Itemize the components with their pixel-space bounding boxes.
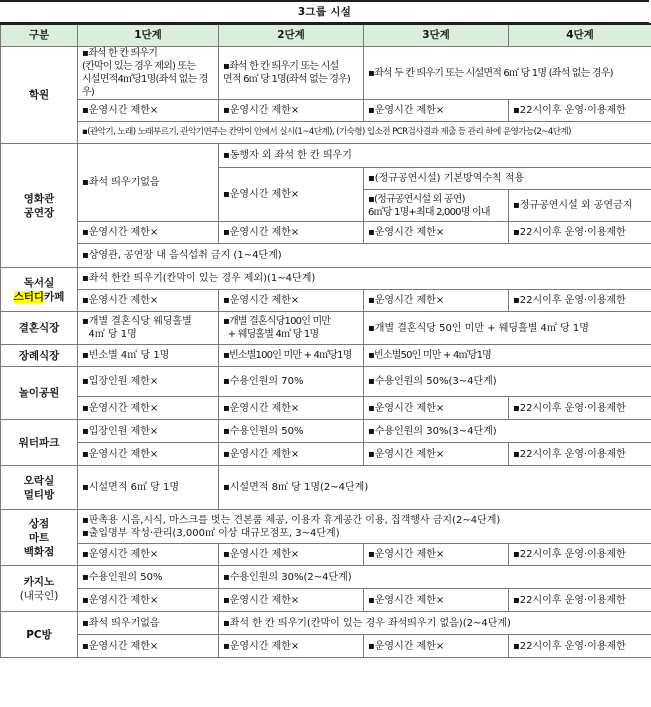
category-reading-highlight: 스터디: [13, 290, 45, 303]
water-op-stage2: ▪운영시간 제한×: [219, 443, 364, 466]
mall-op-stage2: ▪운영시간 제한×: [219, 544, 364, 566]
table-row: [1, 290, 651, 312]
cinema-op-stage3: ▪운영시간 제한×: [364, 222, 509, 244]
wedding-stage34-cell: ▪개별 결혼식당 50인 미만 + 웨딩홀별 4㎡ 당 1명: [364, 312, 651, 345]
water-op-stage4: ▪22시이후 운영·이용제한: [509, 443, 651, 466]
category-reading-line2: 카페: [44, 290, 65, 303]
amusement-op-stage4: ▪22시이후 운영·이용제한: [509, 397, 651, 420]
casino-op-stage3: ▪운영시간 제한×: [364, 589, 509, 612]
reading-op-stage4: ▪22시이후 운영·이용제한: [509, 290, 651, 312]
water-op-stage3: ▪운영시간 제한×: [364, 443, 509, 466]
reading-seat-cell: ▪좌석 한칸 띄우기(칸막이 있는 경우 제외)(1~4단계): [78, 268, 651, 290]
casino-op-stage4: ▪22시이후 운영·이용제한: [509, 589, 651, 612]
arcade-stage1-cell: ▪시설면적 6㎡ 당 1명: [78, 466, 219, 510]
amusement-op-stage2: ▪운영시간 제한×: [219, 397, 364, 420]
mall-rule-2: ▪출입명부 작성·관리(3,000㎡ 이상 대규모점포, 3~4단계): [82, 527, 340, 539]
category-mall: 상점 마트 백화점: [1, 510, 78, 566]
hakwon-op-stage3: ▪운영시간 제한×: [364, 100, 509, 122]
amusement-stage2-cell: ▪수용인원의 70%: [219, 367, 364, 397]
amusement-stage34-cell: ▪수용인원의 50%(3~4단계): [364, 367, 651, 397]
category-wedding: 결혼식장: [1, 312, 78, 345]
table-row: [1, 47, 651, 100]
category-reading-line1: 독서실: [23, 276, 55, 289]
wedding-stage1-cell: ▪개별 결혼식당 웨딩홀별 4㎡ 당 1명: [78, 312, 219, 345]
mall-op-stage1: ▪운영시간 제한×: [78, 544, 219, 566]
pc-stage234-cell: ▪좌석 한 칸 띄우기(칸막이 있는 경우 좌석띄우기 없음)(2~4단계): [219, 612, 651, 635]
category-amusement: 놀이공원: [1, 367, 78, 420]
category-hakwon: 학원: [1, 47, 78, 144]
table-row: [1, 566, 651, 589]
table-row: [1, 244, 651, 268]
category-waterpark: 워터파크: [1, 420, 78, 466]
hakwon-stage34-cell: ▪좌석 두 칸 띄우기 또는 시설면적 6㎡ 당 1명 (좌석 없는 경우): [364, 47, 651, 100]
table-row: [1, 544, 651, 566]
category-arcade: 오락실 멀티방: [1, 466, 78, 510]
amusement-op-stage3: ▪운영시간 제한×: [364, 397, 509, 420]
arcade-stage234-cell: ▪시설면적 8㎡ 당 1명(2~4단계): [219, 466, 651, 510]
cinema-stage34-cell: ▪(정규공연시설) 기본방역수칙 적용: [364, 168, 651, 190]
funeral-stage1-cell: ▪빈소별 4㎡ 당 1명: [78, 345, 219, 367]
table-row: [1, 443, 651, 466]
category-casino: [1, 566, 78, 612]
casino-stage234-cell: ▪수용인원의 30%(2~4단계): [219, 566, 651, 589]
cinema-stage2-op-cell: ▪운영시간 제한×: [219, 168, 364, 222]
hakwon-stage2-cell: ▪좌석 한 칸 띄우기 또는 시설 면적 6㎡ 당 1명(좌석 없는 경우): [219, 47, 364, 100]
amusement-op-stage1: ▪운영시간 제한×: [78, 397, 219, 420]
header-stage-4: 4단계: [509, 24, 651, 47]
hakwon-stage1-cell: ▪좌석 한 칸 띄우기 (칸막이 있는 경우 제외) 또는 시설면적4㎡당1명(좌석 없는 경우): [78, 47, 219, 100]
table-row: [1, 222, 651, 244]
hakwon-op-stage4: ▪22시이후 운영·이용제한: [509, 100, 651, 122]
table-row: [1, 367, 651, 397]
pc-op-stage2: ▪운영시간 제한×: [219, 635, 364, 658]
amusement-stage1-cell: ▪입장인원 제한×: [78, 367, 219, 397]
table-row: [1, 420, 651, 443]
pc-op-stage3: ▪운영시간 제한×: [364, 635, 509, 658]
wedding-stage2-cell: ▪개별 결혼식당100인 미만 + 웨딩홀별 4㎡ 당 1명: [219, 312, 364, 345]
facility-rules-table: [0, 23, 651, 658]
table-row: [1, 635, 651, 658]
pc-op-stage4: ▪22시이후 운영·이용제한: [509, 635, 651, 658]
header-stage-2: 2단계: [219, 24, 364, 47]
header-row: [1, 24, 651, 47]
category-casino-title: 카지노: [23, 575, 55, 588]
reading-op-stage3: ▪운영시간 제한×: [364, 290, 509, 312]
table-row: [1, 144, 651, 168]
casino-op-stage1: ▪운영시간 제한×: [78, 589, 219, 612]
reading-op-stage2: ▪운영시간 제한×: [219, 290, 364, 312]
table-row: [1, 122, 651, 144]
header-category: 구분: [1, 24, 78, 47]
water-op-stage1: ▪운영시간 제한×: [78, 443, 219, 466]
water-stage34-cell: ▪수용인원의 30%(3~4단계): [364, 420, 651, 443]
cinema-stage3-cell: ▪(정규공연시설 외 공연) 6㎡당 1명+최대 2,000명 이내: [364, 190, 509, 222]
header-stage-3: 3단계: [364, 24, 509, 47]
category-funeral: 장례식장: [1, 345, 78, 367]
pc-op-stage1: ▪운영시간 제한×: [78, 635, 219, 658]
funeral-stage2-cell: ▪빈소별100인 미만 + 4㎡당1명: [219, 345, 364, 367]
category-casino-sub: (내국인): [19, 589, 59, 602]
mall-op-stage3: ▪운영시간 제한×: [364, 544, 509, 566]
casino-op-stage2: ▪운영시간 제한×: [219, 589, 364, 612]
cinema-op-stage4: ▪22시이후 운영·이용제한: [509, 222, 651, 244]
table-row: [1, 268, 651, 290]
mall-rule-1: ▪판촉용 시음,시식, 마스크를 벗는 견본품 제공, 이용자 휴게공간 이용, 집객행사 금지(2~4단계): [82, 514, 501, 526]
water-stage2-cell: ▪수용인원의 50%: [219, 420, 364, 443]
hakwon-op-stage2: ▪운영시간 제한×: [219, 100, 364, 122]
hakwon-op-stage1: ▪운영시간 제한×: [78, 100, 219, 122]
table-row: [1, 510, 651, 544]
table-row: [1, 466, 651, 510]
cinema-op-stage1: ▪운영시간 제한×: [78, 222, 219, 244]
table-row: [1, 345, 651, 367]
reading-op-stage1: ▪운영시간 제한×: [78, 290, 219, 312]
table-row: [1, 312, 651, 345]
table-row: [1, 397, 651, 420]
hakwon-note-cell: ▪(관악기, 노래) 노래부르기, 관악기연주는 칸막이 안에서 실시(1~4단계), (기숙형) 입소전 PCR검사결과 제출 등 관리 하에 운영가능(2~4단계): [78, 122, 651, 144]
casino-stage1-cell: ▪수용인원의 50%: [78, 566, 219, 589]
cinema-stage1-cell: ▪좌석 띄우기없음: [78, 144, 219, 222]
table-row: [1, 612, 651, 635]
pc-stage1-cell: ▪좌석 띄우기없음: [78, 612, 219, 635]
cinema-op-stage2: ▪운영시간 제한×: [219, 222, 364, 244]
funeral-stage34-cell: ▪빈소별50인 미만 + 4㎡당1명: [364, 345, 651, 367]
table-row: [1, 589, 651, 612]
table-row: [1, 100, 651, 122]
mall-op-stage4: ▪22시이후 운영·이용제한: [509, 544, 651, 566]
cinema-stage234-cell: ▪동행자 외 좌석 한 칸 띄우기: [219, 144, 651, 168]
cinema-food-cell: ▪상영관, 공연장 내 음식섭취 금지 (1~4단계): [78, 244, 651, 268]
category-cinema: 영화관 공연장: [1, 144, 78, 268]
category-pc: PC방: [1, 612, 78, 658]
table-title: 3그룹 시설: [0, 0, 649, 23]
category-reading: [1, 268, 78, 312]
header-stage-1: 1단계: [78, 24, 219, 47]
cinema-stage4-cell: ▪정규공연시설 외 공연금지: [509, 190, 651, 222]
mall-rules-cell: [78, 510, 651, 544]
water-stage1-cell: ▪입장인원 제한×: [78, 420, 219, 443]
